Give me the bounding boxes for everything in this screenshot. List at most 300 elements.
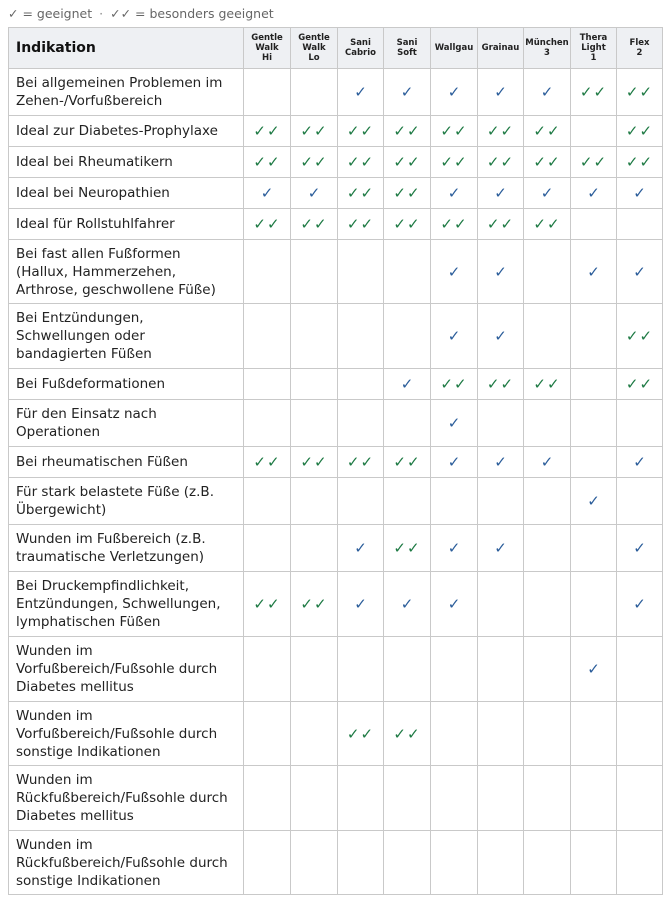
- empty-cell: [291, 369, 338, 400]
- column-header-line: Soft: [397, 48, 417, 58]
- mark-cell: [384, 209, 431, 240]
- empty-cell: [524, 304, 571, 369]
- empty-cell: [291, 240, 338, 304]
- column-header-line: Grainau: [481, 43, 520, 53]
- empty-cell: [291, 702, 338, 766]
- empty-cell: [571, 369, 617, 400]
- mark-cell: [244, 178, 291, 209]
- mark-cell: [524, 209, 571, 240]
- mark-cell: [617, 447, 663, 478]
- check-icon: ✓: [540, 83, 554, 101]
- empty-cell: [617, 478, 663, 525]
- empty-cell: [338, 637, 384, 702]
- empty-cell: [384, 240, 431, 304]
- empty-cell: [571, 702, 617, 766]
- check-icon: ✓: [447, 595, 461, 613]
- table-body: [9, 69, 663, 895]
- table-row: [9, 116, 663, 147]
- empty-cell: [384, 766, 431, 831]
- indication-line: Wunden im: [16, 772, 93, 788]
- check-icon: ✓: [447, 414, 461, 432]
- table-row: [9, 147, 663, 178]
- double-check-icon: ✓✓: [393, 215, 421, 233]
- indication-line: traumatische Verletzungen): [16, 549, 205, 565]
- mark-cell: [384, 572, 431, 637]
- column-header-line: Cabrio: [344, 48, 376, 58]
- table-row: [9, 369, 663, 400]
- mark-cell: [338, 525, 384, 572]
- column-header-line: 1: [590, 53, 597, 63]
- mark-cell: [338, 702, 384, 766]
- mark-cell: [478, 178, 524, 209]
- double-check-icon: ✓✓: [579, 153, 608, 171]
- empty-cell: [524, 702, 571, 766]
- mark-cell: [478, 525, 524, 572]
- indication-line: Ideal bei Rheumatikern: [16, 154, 173, 170]
- empty-cell: [338, 240, 384, 304]
- indication-line: Für stark belastete Füße (z.B.: [16, 484, 214, 500]
- empty-cell: [571, 209, 617, 240]
- empty-cell: [338, 400, 384, 447]
- empty-cell: [431, 637, 478, 702]
- double-check-icon: ✓✓: [440, 375, 468, 393]
- empty-cell: [291, 304, 338, 369]
- column-header: [617, 28, 663, 69]
- indication-cell: [9, 116, 244, 147]
- indication-line: sonstige Indikationen: [16, 743, 161, 760]
- check-icon: ✓: [633, 595, 646, 613]
- empty-cell: [244, 400, 291, 447]
- empty-cell: [431, 478, 478, 525]
- mark-cell: [571, 478, 617, 525]
- mark-cell: [384, 116, 431, 147]
- column-header-line: Sani: [350, 38, 371, 48]
- mark-cell: [478, 447, 524, 478]
- mark-cell: [478, 116, 524, 147]
- mark-cell: [571, 240, 617, 304]
- mark-cell: [431, 178, 478, 209]
- column-header-line: Hi: [261, 53, 273, 63]
- empty-cell: [244, 478, 291, 525]
- check-icon: ✓: [494, 327, 507, 345]
- mark-cell: [431, 572, 478, 637]
- double-check-icon: ✓✓: [625, 83, 654, 101]
- indication-line: Bei Entzündungen,: [16, 310, 144, 326]
- check-icon: ✓: [494, 83, 507, 101]
- column-header-line: Lo: [308, 53, 320, 63]
- indication-cell: [9, 447, 244, 478]
- empty-cell: [617, 831, 663, 895]
- check-icon: ✓: [494, 262, 507, 281]
- indication-line: Entzündungen, Schwellungen,: [16, 596, 221, 612]
- mark-cell: [244, 116, 291, 147]
- double-check-icon: ✓✓: [625, 375, 654, 393]
- empty-cell: [384, 304, 431, 369]
- indication-line: Ideal für Rollstuhlfahrer: [16, 216, 175, 232]
- empty-cell: [524, 525, 571, 572]
- column-header: [571, 28, 617, 69]
- empty-cell: [617, 400, 663, 447]
- mark-cell: [431, 304, 478, 369]
- mark-cell: [431, 400, 478, 447]
- empty-cell: [571, 572, 617, 637]
- double-check-icon: ✓✓: [625, 327, 654, 345]
- check-icon: ✓: [633, 184, 646, 202]
- empty-cell: [244, 702, 291, 766]
- mark-cell: [617, 147, 663, 178]
- empty-cell: [244, 240, 291, 304]
- mark-cell: [384, 69, 431, 116]
- mark-cell: [291, 116, 338, 147]
- indication-cell: [9, 572, 244, 637]
- table-row: [9, 69, 663, 116]
- mark-cell: [617, 178, 663, 209]
- table-row: [9, 304, 663, 369]
- column-header: [244, 28, 291, 69]
- double-check-icon: ✓✓: [346, 184, 375, 202]
- mark-cell: [291, 147, 338, 178]
- check-icon: ✓: [494, 184, 507, 202]
- empty-cell: [617, 702, 663, 766]
- table-row: [9, 400, 663, 447]
- mark-cell: [244, 572, 291, 637]
- double-check-icon: ✓✓: [346, 122, 375, 140]
- column-header-line: München: [525, 38, 569, 48]
- empty-cell: [291, 400, 338, 447]
- double-check-icon: ✓✓: [533, 375, 561, 393]
- indication-cell: [9, 400, 244, 447]
- double-check-icon: ✓✓: [625, 153, 654, 171]
- empty-cell: [617, 766, 663, 831]
- indication-line: Ideal zur Diabetes-Prophylaxe: [16, 123, 218, 139]
- double-check-icon: ✓✓: [253, 153, 281, 171]
- table-row: [9, 447, 663, 478]
- mark-cell: [478, 147, 524, 178]
- mark-cell: [431, 525, 478, 572]
- mark-cell: [478, 69, 524, 116]
- mark-cell: [338, 147, 384, 178]
- indication-cell: [9, 69, 244, 116]
- check-icon: ✓: [400, 83, 414, 101]
- check-icon: ✓: [633, 539, 646, 557]
- empty-cell: [244, 831, 291, 895]
- mark-cell: [384, 525, 431, 572]
- double-check-icon: ✓✓: [625, 122, 654, 140]
- indication-line: Wunden im Fußbereich (z.B.: [16, 531, 206, 547]
- double-check-icon: ✓✓: [486, 375, 515, 393]
- empty-cell: [524, 478, 571, 525]
- empty-cell: [571, 400, 617, 447]
- mark-cell: [338, 447, 384, 478]
- legend: [8, 5, 274, 23]
- indication-matrix: [8, 27, 663, 895]
- double-check-icon: ✓✓: [486, 215, 515, 233]
- indication-header: Indikation: [9, 28, 244, 69]
- empty-cell: [338, 831, 384, 895]
- mark-cell: [431, 369, 478, 400]
- double-check-icon: ✓✓: [393, 153, 421, 171]
- mark-cell: [617, 240, 663, 304]
- table-row: [9, 831, 663, 895]
- double-check-icon: ✓✓: [253, 122, 281, 140]
- indication-line: Zehen-/Vorfußbereich: [16, 93, 163, 109]
- empty-cell: [338, 369, 384, 400]
- check-icon: ✓: [587, 262, 600, 281]
- indication-cell: [9, 637, 244, 702]
- indication-line: Bei Fußdeformationen: [16, 376, 166, 392]
- check-icon: ✓: [354, 539, 367, 557]
- header-row: [9, 28, 663, 69]
- table-row: [9, 478, 663, 525]
- check-icon: ✓: [354, 83, 367, 101]
- mark-cell: [617, 525, 663, 572]
- indication-cell: [9, 147, 244, 178]
- table-row: [9, 637, 663, 702]
- check-icon: ✓: [633, 262, 646, 281]
- check-icon: ✓: [307, 184, 321, 202]
- check-icon: ✓: [540, 453, 554, 471]
- mark-cell: [244, 147, 291, 178]
- empty-cell: [291, 525, 338, 572]
- mark-cell: [478, 209, 524, 240]
- indication-line: Wunden im: [16, 707, 93, 724]
- empty-cell: [291, 69, 338, 116]
- double-check-icon: ✓✓: [346, 453, 375, 471]
- mark-cell: [338, 572, 384, 637]
- double-check-icon: ✓✓: [440, 215, 468, 233]
- empty-cell: [478, 637, 524, 702]
- mark-cell: [431, 240, 478, 304]
- empty-cell: [478, 766, 524, 831]
- check-icon: ✓: [447, 262, 461, 281]
- mark-cell: [338, 116, 384, 147]
- indication-line: Übergewicht): [16, 502, 107, 518]
- column-header: [291, 28, 338, 69]
- empty-cell: [244, 766, 291, 831]
- legend-single: ✓ = geeignet: [8, 6, 93, 21]
- mark-cell: [524, 116, 571, 147]
- indication-cell: [9, 831, 244, 895]
- mark-cell: [431, 209, 478, 240]
- mark-cell: [617, 69, 663, 116]
- indication-line: Vorfußbereich/Fußsohle durch: [16, 661, 218, 677]
- mark-cell: [431, 116, 478, 147]
- mark-cell: [617, 369, 663, 400]
- indication-line: (Hallux, Hammerzehen,: [16, 263, 177, 280]
- empty-cell: [291, 637, 338, 702]
- mark-cell: [524, 447, 571, 478]
- empty-cell: [478, 702, 524, 766]
- empty-cell: [524, 637, 571, 702]
- table-row: [9, 572, 663, 637]
- check-icon: ✓: [587, 492, 600, 510]
- indication-line: Diabetes mellitus: [16, 808, 134, 824]
- legend-separator: ·: [99, 6, 104, 21]
- indication-line: Wunden im: [16, 836, 93, 853]
- check-icon: ✓: [587, 184, 600, 202]
- indication-cell: [9, 525, 244, 572]
- mark-cell: [244, 447, 291, 478]
- empty-cell: [571, 525, 617, 572]
- empty-cell: [291, 766, 338, 831]
- mark-cell: [617, 572, 663, 637]
- empty-cell: [478, 478, 524, 525]
- check-icon: ✓: [447, 184, 461, 202]
- double-check-icon: ✓✓: [486, 153, 515, 171]
- empty-cell: [244, 369, 291, 400]
- check-icon: ✓: [400, 595, 414, 613]
- empty-cell: [524, 240, 571, 304]
- mark-cell: [244, 209, 291, 240]
- empty-cell: [571, 116, 617, 147]
- indication-cell: [9, 766, 244, 831]
- empty-cell: [431, 766, 478, 831]
- double-check-icon: ✓✓: [300, 215, 328, 233]
- empty-cell: [478, 572, 524, 637]
- empty-cell: [384, 400, 431, 447]
- mark-cell: [431, 447, 478, 478]
- check-icon: ✓: [354, 595, 367, 613]
- empty-cell: [478, 400, 524, 447]
- column-header-line: 3: [544, 48, 550, 58]
- mark-cell: [524, 147, 571, 178]
- empty-cell: [571, 447, 617, 478]
- legend-double: ✓✓ = besonders geeignet: [110, 6, 274, 21]
- double-check-icon: ✓✓: [300, 153, 328, 171]
- mark-cell: [291, 572, 338, 637]
- column-header-line: Flex: [629, 38, 650, 48]
- check-icon: ✓: [447, 539, 461, 557]
- empty-cell: [384, 831, 431, 895]
- double-check-icon: ✓✓: [253, 215, 281, 233]
- indication-line: Ideal bei Neuropathien: [16, 185, 170, 201]
- double-check-icon: ✓✓: [440, 153, 468, 171]
- check-icon: ✓: [633, 453, 646, 471]
- indication-line: Bei allgemeinen Problemen im: [16, 75, 223, 91]
- double-check-icon: ✓✓: [300, 453, 328, 471]
- column-header-line: Gentle: [298, 33, 330, 43]
- double-check-icon: ✓✓: [393, 184, 421, 202]
- empty-cell: [291, 831, 338, 895]
- empty-cell: [571, 766, 617, 831]
- column-header-line: Light: [581, 43, 606, 53]
- column-header-line: Walk: [255, 43, 279, 53]
- mark-cell: [524, 369, 571, 400]
- double-check-icon: ✓✓: [346, 724, 375, 743]
- empty-cell: [244, 637, 291, 702]
- indication-line: Schwellungen oder: [16, 328, 145, 344]
- double-check-icon: ✓✓: [393, 724, 421, 743]
- indication-line: Diabetes mellitus: [16, 679, 134, 695]
- indication-line: Rückfußbereich/Fußsohle durch: [16, 854, 228, 871]
- indication-cell: [9, 369, 244, 400]
- check-icon: ✓: [494, 539, 507, 557]
- double-check-icon: ✓✓: [300, 122, 328, 140]
- column-header-line: Gentle: [251, 33, 283, 43]
- mark-cell: [617, 116, 663, 147]
- empty-cell: [524, 572, 571, 637]
- mark-cell: [571, 637, 617, 702]
- column-header: [384, 28, 431, 69]
- empty-cell: [244, 525, 291, 572]
- mark-cell: [431, 69, 478, 116]
- indication-line: bandagierten Füßen: [16, 346, 152, 362]
- indication-line: Für den Einsatz nach: [16, 406, 157, 422]
- empty-cell: [571, 831, 617, 895]
- indication-cell: [9, 304, 244, 369]
- mark-cell: [431, 147, 478, 178]
- mark-cell: [291, 178, 338, 209]
- table-row: [9, 525, 663, 572]
- double-check-icon: ✓✓: [300, 595, 328, 613]
- empty-cell: [338, 478, 384, 525]
- check-icon: ✓: [260, 184, 274, 202]
- double-check-icon: ✓✓: [393, 539, 421, 557]
- double-check-icon: ✓✓: [346, 215, 375, 233]
- double-check-icon: ✓✓: [440, 122, 468, 140]
- empty-cell: [291, 478, 338, 525]
- mark-cell: [384, 147, 431, 178]
- mark-cell: [478, 369, 524, 400]
- indication-line: Bei rheumatischen Füßen: [16, 454, 188, 470]
- column-header-line: Walk: [302, 43, 326, 53]
- indication-line: lymphatischen Füßen: [16, 614, 161, 630]
- column-header-line: Sani: [396, 38, 418, 48]
- empty-cell: [338, 304, 384, 369]
- empty-cell: [384, 637, 431, 702]
- double-check-icon: ✓✓: [533, 153, 561, 171]
- check-icon: ✓: [587, 660, 600, 678]
- table-row: [9, 240, 663, 304]
- indication-line: Rückfußbereich/Fußsohle durch: [16, 790, 228, 806]
- table-row: [9, 702, 663, 766]
- double-check-icon: ✓✓: [393, 453, 421, 471]
- mark-cell: [571, 69, 617, 116]
- mark-cell: [384, 702, 431, 766]
- empty-cell: [617, 637, 663, 702]
- double-check-icon: ✓✓: [579, 83, 608, 101]
- empty-cell: [244, 69, 291, 116]
- column-header: [524, 28, 571, 69]
- check-icon: ✓: [447, 83, 461, 101]
- mark-cell: [478, 240, 524, 304]
- indication-line: Bei Druckempfindlichkeit,: [16, 578, 189, 594]
- empty-cell: [571, 304, 617, 369]
- double-check-icon: ✓✓: [253, 453, 281, 471]
- column-header-line: Wallgau: [434, 43, 474, 53]
- double-check-icon: ✓✓: [393, 122, 421, 140]
- table-row: [9, 209, 663, 240]
- empty-cell: [244, 304, 291, 369]
- double-check-icon: ✓✓: [253, 595, 281, 613]
- mark-cell: [338, 178, 384, 209]
- empty-cell: [617, 209, 663, 240]
- indication-line: Operationen: [16, 424, 101, 440]
- mark-cell: [384, 178, 431, 209]
- mark-cell: [524, 69, 571, 116]
- mark-cell: [338, 69, 384, 116]
- indication-line: Wunden im: [16, 643, 93, 659]
- empty-cell: [431, 702, 478, 766]
- column-header-line: 2: [636, 48, 643, 58]
- mark-cell: [384, 369, 431, 400]
- indication-line: Vorfußbereich/Fußsohle durch: [16, 725, 218, 742]
- indication-line: Arthrose, geschwollene Füße): [16, 281, 216, 298]
- column-header: [478, 28, 524, 69]
- double-check-icon: ✓✓: [533, 215, 561, 233]
- mark-cell: [524, 178, 571, 209]
- empty-cell: [524, 766, 571, 831]
